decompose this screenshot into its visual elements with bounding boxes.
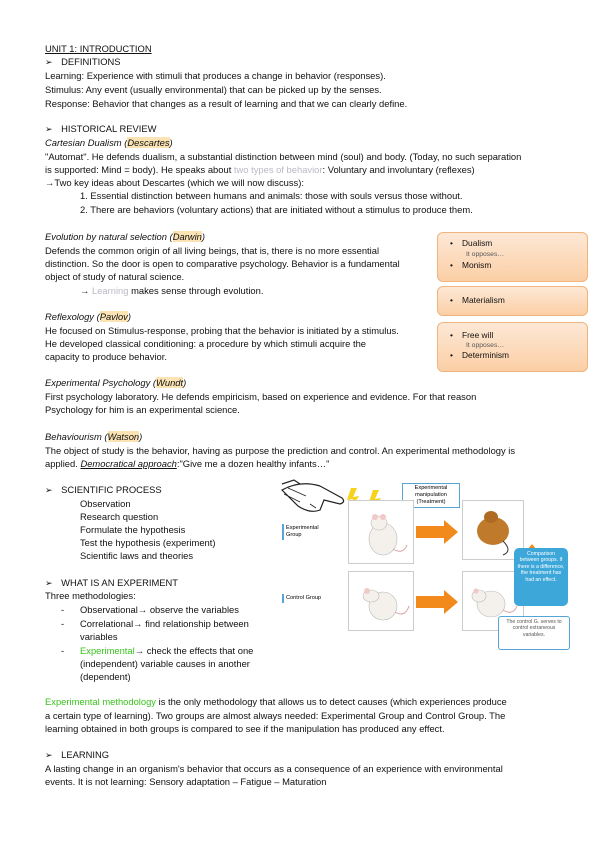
step-research-question: Research question (80, 511, 159, 522)
arrow-body (416, 596, 444, 608)
historical-heading: ➢ HISTORICAL REVIEW (45, 123, 157, 134)
reflexology-title: Reflexology (Pavlov) (45, 311, 131, 322)
step-hypothesis: Formulate the hypothesis (80, 524, 186, 535)
evolution-line4: → Learning makes sense through evolution. (80, 285, 264, 296)
methodology-line3: learning obtained in both groups is compared to see if the manipulation has produced any effect. (45, 723, 445, 734)
cartesian-line2: is supported: Mind = body). He speaks about two types of behavior: Voluntary and involuntary (reflexes) (45, 164, 475, 175)
arrow-bullet-icon: ➢ (45, 124, 53, 134)
freewill-determinism-box: • Free will It opposes… • Determinism (437, 322, 588, 372)
bullet-dot-icon: • (450, 238, 453, 248)
def-stimulus: Stimulus: Any event (usually environmental) that can be picked up by the senses. (45, 84, 382, 95)
white-rat-icon (349, 572, 413, 630)
cartesian-line3: →Two key ideas about Descartes (which we will now discuss): (45, 177, 304, 188)
bullet-dot-icon: • (450, 350, 453, 360)
scientific-heading: ➢ SCIENTIFIC PROCESS (45, 484, 162, 495)
evolution-line1: Defends the common origin of all living beings, that is, there is no more essential (45, 245, 380, 256)
arrow-right-icon (444, 590, 458, 614)
experiment-heading: ➢ WHAT IS AN EXPERIMENT (45, 577, 179, 588)
method-experimental-2: (independent) variable causes in another (80, 658, 250, 669)
reflexology-line3: capacity to produce behavior. (45, 351, 167, 362)
dash-icon: - (61, 604, 65, 615)
bullet-dot-icon: • (450, 330, 453, 340)
definitions-heading: ➢ DEFINITIONS (45, 56, 121, 67)
rat-image-control-before (348, 571, 414, 631)
reflexology-line1: He focused on Stimulus-response, probing that the behavior is initiated by a stimulus. (45, 325, 399, 336)
learning-heading: ➢ LEARNING (45, 749, 110, 760)
evolution-line3: object of study of natural science. (45, 271, 185, 282)
dualism-monism-box: • Dualism It opposes… • Monism (437, 232, 588, 282)
methodology-line1: Experimental methodology is the only methodology that allows us to detect causes (which experiences produce (45, 696, 507, 707)
evolution-title: Evolution by natural selection (Darwin) (45, 231, 205, 242)
experimental-line1: First psychology laboratory. He defends empiricism, based on experience and evidence. For that reason (45, 391, 477, 402)
step-test: Test the hypothesis (experiment) (80, 537, 216, 548)
arrow-bullet-icon: ➢ (45, 57, 53, 67)
cartesian-title: Cartesian Dualism (Descartes) (45, 137, 173, 148)
methodology-line2: a certain type of learning). Two groups are almost always needed: Experimental Group and Control Group. The (45, 710, 506, 721)
rat-image-experimental-before (348, 500, 414, 564)
experimental-title: Experimental Psychology (Wundt) (45, 377, 187, 388)
bullet-dot-icon: • (450, 260, 453, 270)
behaviourism-line1: The object of study is the behavior, having as purpose the prediction and control. An experimental methodology is (45, 445, 516, 456)
experiment-diagram (280, 476, 590, 656)
learning-line2: events. It is not learning: Sensory adaptation – Fatigue – Maturation (45, 776, 327, 787)
evolution-line2: distinction. So the door is open to comparative psychology. Behavior is a fundamental (45, 258, 400, 269)
experimental-group-label: Experimental Group (282, 524, 336, 540)
control-group-label: Control Group (282, 594, 336, 603)
experiment-intro: Three methodologies: (45, 590, 136, 601)
reflexology-line2: He developed classical conditioning: a procedure by which stimuli acquire the (45, 338, 367, 349)
white-rat-icon (349, 501, 413, 563)
def-learning: Learning: Experience with stimuli that produces a change in behavior (responses). (45, 70, 386, 81)
arrow-bullet-icon: ➢ (45, 750, 53, 760)
cartesian-line1: "Automat". He defends dualism, a substantial distinction between mind (soul) and body. (Today, no such separation (45, 151, 522, 162)
materialism-box: • Materialism (437, 286, 588, 316)
arrow-bullet-icon: ➢ (45, 578, 53, 588)
method-experimental-3: (dependent) (80, 671, 131, 682)
bullet-dot-icon: • (450, 295, 453, 305)
hand-icon (280, 476, 350, 516)
cartesian-item1: 1. Essential distinction between humans and animals: those with souls versus those without. (80, 190, 463, 201)
def-response: Response: Behavior that changes as a result of learning and that we can clearly define. (45, 98, 408, 109)
manipulation-label: Experimental manipulation (Treatment) (402, 483, 460, 508)
dash-icon: - (61, 645, 65, 656)
step-observation: Observation (80, 498, 131, 509)
behaviourism-title: Behaviourism (Watson) (45, 431, 143, 442)
arrow-bullet-icon: ➢ (45, 485, 53, 495)
learning-line1: A lasting change in an organism's behavior that occurs as a consequence of an experience with environmental (45, 763, 503, 774)
method-experimental: Experimental→ check the effects that one (80, 645, 254, 656)
arrow-right-icon (444, 520, 458, 544)
experimental-line2: Psychology for him is an experimental science. (45, 404, 240, 415)
comparison-callout: Comparison between groups. If there is a difference, the treatment has had an effect. (514, 548, 568, 606)
step-laws: Scientific laws and theories (80, 550, 194, 561)
unit-title: UNIT 1: INTRODUCTION (45, 43, 152, 54)
method-correlational: Correlational→ find relationship between (80, 618, 249, 629)
dash-icon: - (61, 618, 65, 629)
cartesian-item2: 2. There are behaviors (voluntary actions) that are initiated without a stimulus to produce them. (80, 204, 473, 215)
arrow-body (416, 526, 444, 538)
control-note: The control G. serves to control extraneous variables. (498, 616, 570, 650)
behaviourism-line2: applied. Democratical approach:"Give me a dozen healthy infants…" (45, 458, 330, 469)
method-correlational-2: variables (80, 631, 118, 642)
method-observational: Observational→ observe the variables (80, 604, 239, 615)
